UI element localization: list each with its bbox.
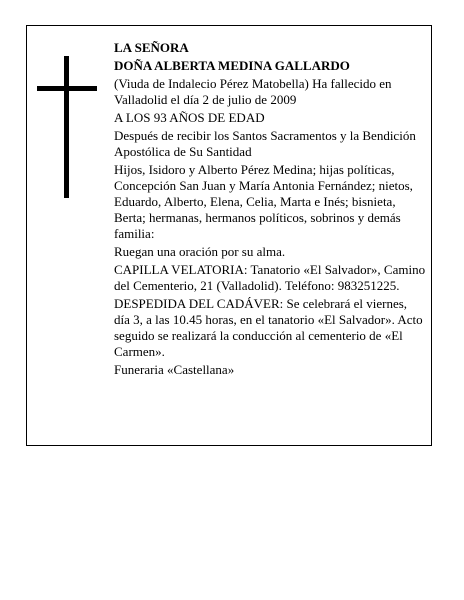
cross-vertical-bar — [64, 56, 69, 198]
deceased-name: DOÑA ALBERTA MEDINA GALLARDO — [114, 58, 350, 73]
chapel-paragraph: CAPILLA VELATORIA: Tanatorio «El Salvador», Camino del Cementerio, 21 (Valladolid). Teléfono: 983251225. — [114, 262, 426, 293]
obituary-text — [114, 40, 426, 380]
family-paragraph: Hijos, Isidoro y Alberto Pérez Medina; hijas políticas, Concepción San Juan y María Antonia Fernández; nietos, Eduardo, Alberto, Elena, Celia, Marta e Inés; bisnieta, Berta; hermanas, hermanos políticos, sobrinos y demás familia: — [114, 162, 413, 241]
prayer-line: Ruegan una oración por su alma. — [114, 244, 286, 259]
farewell-label: DESPEDIDA DEL CADÁVER: — [114, 296, 284, 311]
sacraments-paragraph: Después de recibir los Santos Sacramentos y la Bendición Apostólica de Su Santidad — [114, 128, 416, 159]
age-line: A LOS 93 AÑOS DE EDAD — [114, 110, 265, 125]
farewell-text: Se celebrará el viernes, día 3, a las 10.45 horas, en el tanatorio «El Salvador». Acto seguido se realizará la conducción al cementerio de «El Carmen». — [114, 296, 423, 359]
farewell-paragraph — [114, 296, 426, 360]
intro-paragraph: (Viuda de Indalecio Pérez Matobella) Ha fallecido en Valladolid el día 2 de julio de 2009 — [114, 76, 392, 107]
cross-icon — [37, 56, 97, 198]
title-line-1: LA SEÑORA — [114, 40, 189, 55]
cross-horizontal-bar — [37, 86, 97, 91]
funeral-home-line: Funeraria «Castellana» — [114, 362, 235, 377]
